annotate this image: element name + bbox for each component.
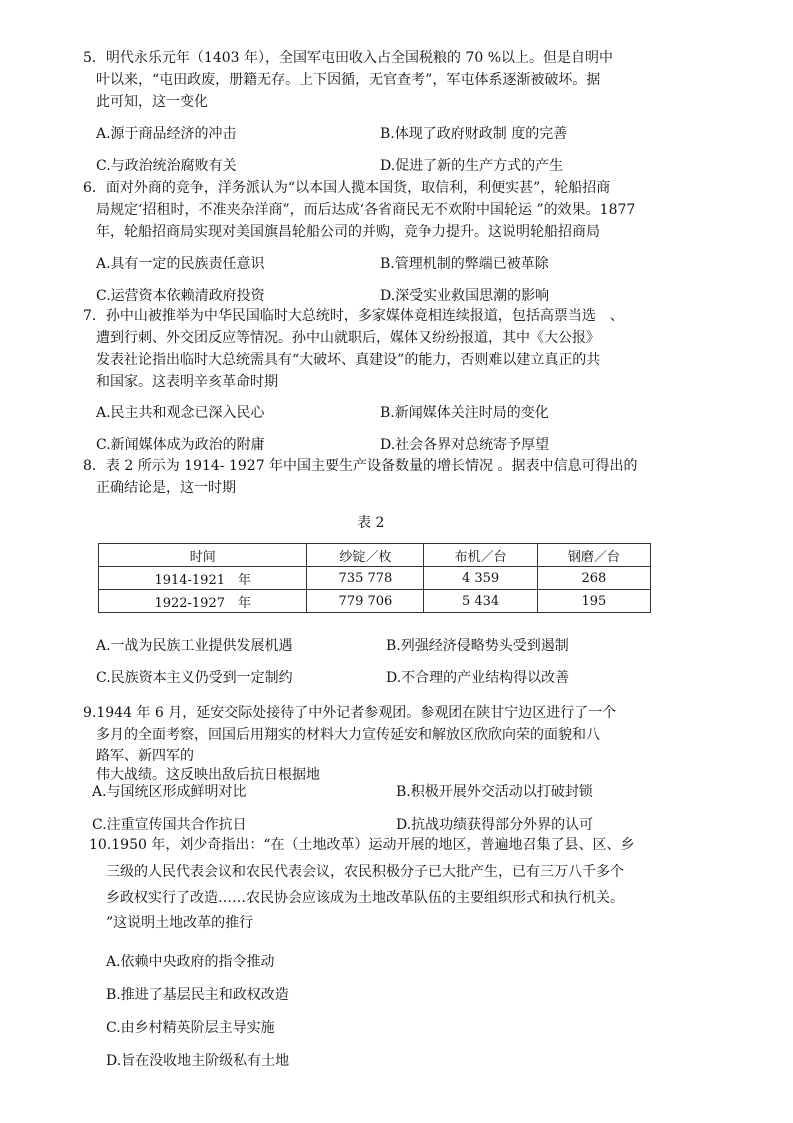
question-9-option-d[interactable]: D.抗战功绩获得部分外界的认可: [396, 817, 594, 833]
question-6-option-b[interactable]: B.管理机制的弊端已被革除: [380, 256, 549, 272]
question-10-option-b[interactable]: B.推进了基层民主和政权改造: [106, 987, 289, 1003]
question-10-line-4: ”这说明土地改革的推行: [106, 915, 254, 931]
question-8-line-1: 8．表 2 所示为 1914- 1927 年中国主要生产设备数量的增长情况 。据表中信息可得出的: [83, 458, 638, 474]
question-8-line-2: 正确结论是，这一时期: [96, 480, 236, 496]
table-cell: 1914-1921 年: [99, 567, 307, 590]
question-10-option-c[interactable]: C.由乡村精英阶层主导实施: [106, 1020, 275, 1036]
question-6-option-d[interactable]: D.深受实业救国思潮的影响: [380, 288, 550, 304]
question-6-option-a[interactable]: A.具有一定的民族责任意识: [96, 256, 265, 272]
question-9-option-b[interactable]: B.积极开展外交活动以打破封锁: [396, 784, 593, 800]
question-8-option-b[interactable]: B.列强经济侵略势头受到遏制: [386, 638, 569, 654]
question-6-line-3: 年，轮船招商局实现对美国旗昌轮船公司的并购，竞争力提升。这说明轮船招商局: [96, 224, 600, 240]
question-9-option-c[interactable]: C.注重宣传国共合作抗日: [92, 817, 247, 833]
table-cell: 4 359: [424, 567, 537, 590]
question-8-option-c[interactable]: C.民族资本主义仍受到一定制约: [96, 670, 293, 686]
question-9-line-4: 伟大战绩。这反映出敌后抗日根据地: [96, 767, 320, 783]
question-7-option-b[interactable]: B.新闻媒体关注时局的变化: [380, 405, 549, 421]
table-caption: 表 2: [357, 515, 385, 531]
question-9-option-a[interactable]: A.与国统区形成鲜明对比: [92, 784, 247, 800]
question-5-option-b[interactable]: B.体现了政府财政制 度的完善: [380, 126, 568, 142]
table-header-row: [99, 544, 651, 567]
table-cell: 735 778: [307, 567, 424, 590]
question-7-option-d[interactable]: D.社会各界对总统寄予厚望: [380, 437, 550, 453]
question-5-option-a[interactable]: A.源于商品经济的冲击: [96, 126, 237, 142]
table-row: [99, 567, 651, 590]
question-5-line-2: 叶以来，“屯田政废，册籍无存。上下因循，无官查考”，军屯体系逐渐被破坏。据: [96, 72, 601, 88]
table-cell: 268: [537, 567, 650, 590]
table-cell: 779 706: [307, 590, 424, 613]
question-6-line-2: 局规定‘招租时，不准夹杂洋商”，而后达成‘各省商民无不欢附中国轮运 ”的效果。1877: [96, 202, 636, 218]
table-header-cell: 时间: [99, 544, 307, 567]
question-7-option-a[interactable]: A.民主共和观念已深入民心: [96, 405, 265, 421]
question-10-line-1: 10.1950 年，刘少奇指出：“在（土地改革）运动开展的地区，普遍地召集了县、区、乡: [89, 837, 635, 853]
question-7-line-3: 发表社论指出临时大总统需具有“大破坏、真建设”的能力，否则难以建立真正的共: [96, 352, 601, 368]
table-row: [99, 590, 651, 613]
question-5-line-1: 5．明代永乐元年（1403 年），全国军屯田收入占全国税粮的 70 %以上。但是自明中: [83, 50, 614, 66]
question-5-line-3: 此可知，这一变化: [96, 94, 208, 110]
table-header-cell: 钢磨／台: [537, 544, 650, 567]
question-8-option-d[interactable]: D.不合理的产业结构得以改善: [386, 670, 570, 686]
question-9-line-1: 9.1944 年 6 月，延安交际处接待了中外记者参观团。参观团在陕甘宁边区进行了一个: [83, 705, 617, 721]
question-10-option-a[interactable]: A.依赖中央政府的指令推动: [106, 954, 275, 970]
table-cell: 195: [537, 590, 650, 613]
question-7-option-c[interactable]: C.新闻媒体成为政治的附庸: [96, 437, 265, 453]
question-5-option-d[interactable]: D.促进了新的生产方式的产生: [380, 158, 564, 174]
question-6-line-1: 6．面对外商的竞争，洋务派认为“以本国人揽本国货，取信利，利便实甚”，轮船招商: [83, 180, 611, 196]
table-header-cell: 布机／台: [424, 544, 537, 567]
question-7-line-1: 7．孙中山被推举为中华民国临时大总统时，多家媒体竟相连续报道，包括高票当选 、: [83, 308, 624, 324]
data-table: [98, 543, 651, 613]
question-7-line-2: 遭到行刺、外交团反应等情况。孙中山就职后，媒体又纷纷报道，其中《大公报》: [96, 330, 600, 346]
question-9-line-3: 路军、新四军的: [96, 748, 194, 764]
table-cell: 5 434: [424, 590, 537, 613]
question-5-option-c[interactable]: C.与政治统治腐败有关: [96, 158, 237, 174]
question-10-line-2: 三级的人民代表会议和农民代表会议，农民积极分子已大批产生，已有三万八千多个: [106, 864, 624, 880]
question-6-option-c[interactable]: C.运营资本依赖清政府投资: [96, 288, 265, 304]
question-9-line-2: 多月的全面考察，回国后用翔实的材料大力宣传延安和解放区欣欣向荣的面貌和八: [96, 727, 600, 743]
question-10-line-3: 乡政权实行了改造……农民协会应该成为土地改革队伍的主要组织形式和执行机关。: [106, 890, 624, 906]
question-8-option-a[interactable]: A.一战为民族工业提供发展机遇: [96, 638, 293, 654]
question-7-line-4: 和国家。这表明辛亥革命时期: [96, 374, 278, 390]
question-10-option-d[interactable]: D.旨在没收地主阶级私有土地: [106, 1053, 290, 1069]
table-cell: 1922-1927 年: [99, 590, 307, 613]
table-header-cell: 纱锭／枚: [307, 544, 424, 567]
